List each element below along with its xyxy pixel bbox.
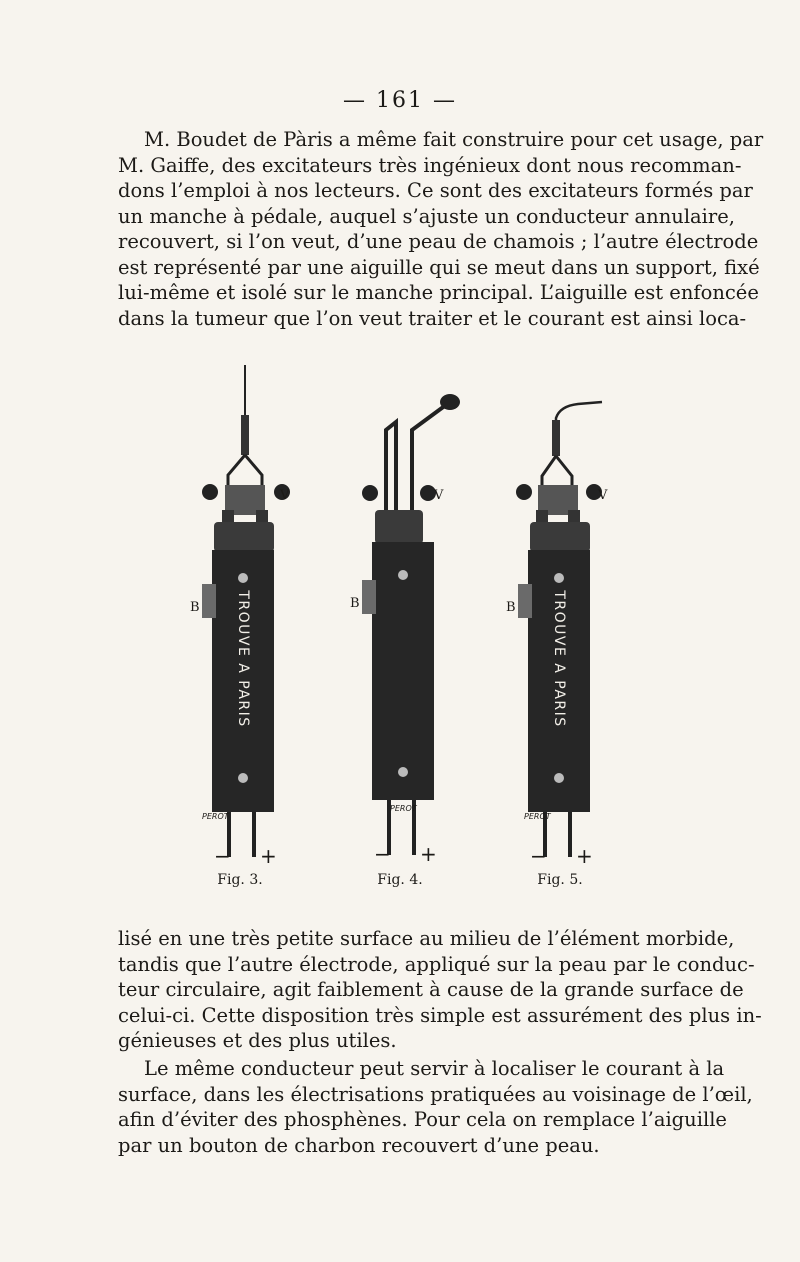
text-line: Le même conducteur peut servir à localiser le courant à la [144,1057,725,1080]
figure-5 [490,360,630,900]
label-b: B [506,600,516,615]
text-line: dans la tumeur que l’on veut traiter et le courant est ainsi loca- [118,306,747,330]
text-line: génieuses et des plus utiles. [118,1029,397,1052]
figure-caption: Fig. 5. [537,872,583,888]
text-line: tandis que l’autre électrode, appliqué sur la peau par le conduc- [118,952,755,976]
maker-mark: PEROT [390,804,417,813]
text-line: dons l’emploi à nos lecteurs. Ce sont des excitateurs formés par [118,179,753,202]
maker-mark: PEROT [524,812,551,821]
text-line: un manche à pédale, auquel s’ajuste un conducteur annulaire, [118,204,735,228]
label-b: B [190,600,200,615]
text-line: M. Boudet de Pàris a même fait construire pour cet usage, par [144,128,764,151]
figure-caption: Fig. 4. [377,872,423,888]
negative-terminal: − [374,842,391,866]
figure-3 [170,360,310,900]
label-v: V [434,488,444,503]
text-line: afin d’éviter des phosphènes. Pour cela on remplace l’aiguille [118,1108,727,1131]
text-line: M. Gaiffe, des excitateurs très ingénieux dont nous recomman- [118,153,742,177]
positive-terminal: + [576,844,593,868]
brand-stamp: TROUVE A PARIS [235,590,251,728]
paragraph-2 [118,926,762,1054]
text-line: surface, dans les électrisations pratiquées au voisinage de l’œil, [118,1082,753,1106]
text-line: celui-ci. Cette disposition très simple est assurément des plus in- [118,1003,762,1027]
figure-plate [170,360,630,900]
text-line: lui-même et isolé sur le manche principal. L’aiguille est enfoncée [118,281,759,304]
positive-terminal: + [420,842,437,866]
figure-caption: Fig. 3. [217,872,263,888]
text-line: est représenté par une aiguille qui se meut dans un support, fixé [118,255,760,279]
negative-terminal: − [214,844,231,868]
text-line: par un bouton de charbon recouvert d’une peau. [118,1133,600,1157]
text-line: teur circulaire, agit faiblement à cause de la grande surface de [118,978,744,1001]
paragraph-1 [118,127,764,331]
maker-mark: PEROT [202,812,229,821]
text-line: lisé en une très petite surface au milieu de l’élément morbide, [118,927,735,950]
label-v: V [598,488,608,503]
negative-terminal: − [530,844,547,868]
label-v: V [280,488,290,503]
positive-terminal: + [260,844,277,868]
text-line: recouvert, si l’on veut, d’une peau de chamois ; l’autre électrode [118,230,759,253]
paragraph-3 [118,1056,753,1158]
brand-stamp: TROUVE A PARIS [551,590,567,728]
excitateur-ring-illustration [330,360,470,900]
figure-4 [330,360,470,900]
label-b: B [350,596,360,611]
page-number: — 161 — [343,88,457,113]
